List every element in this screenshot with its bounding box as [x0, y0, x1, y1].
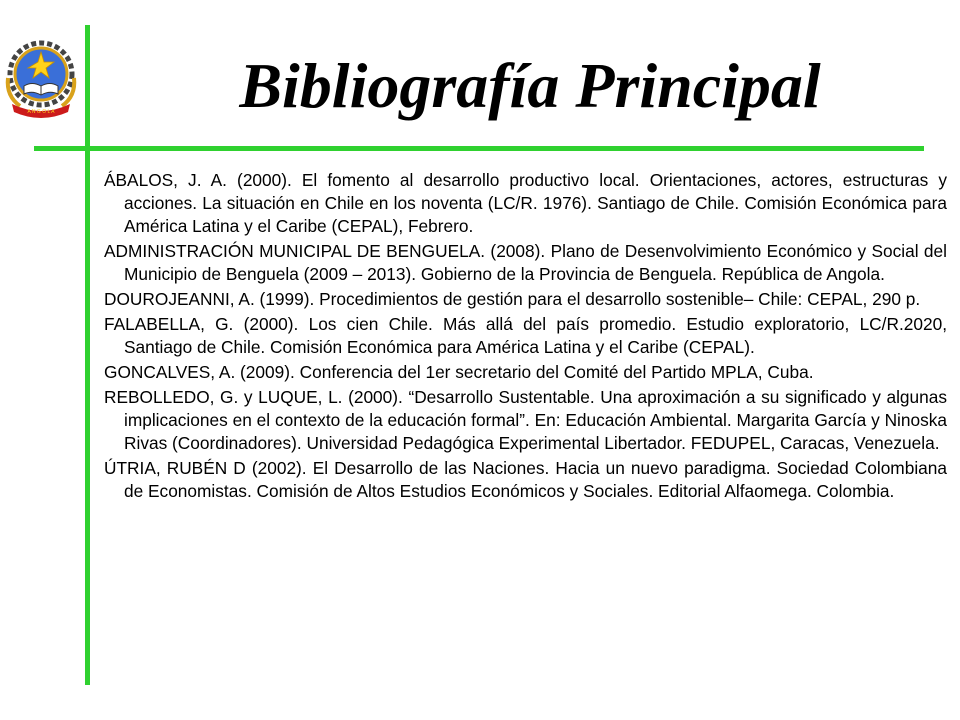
- angola-emblem-icon: [2, 38, 80, 118]
- vertical-accent-line: [85, 25, 90, 685]
- bibliography-entry: REBOLLEDO, G. y LUQUE, L. (2000). “Desarrollo Sustentable. Una aproximación a su significado y algunas implicaciones en el contexto de la educación formal”. En: Educación Ambiental. Margarita García y Ninoska Rivas (Coordinadores). Universidad Pedagógica Experimental Libertador. FEDUPEL, Caracas, Venezuela.: [104, 387, 947, 453]
- bibliography-entry: ÁBALOS, J. A. (2000). El fomento al desarrollo productivo local. Orientaciones, actores, estructuras y acciones. La situación en Chile en los noventa (LC/R. 1976). Santiago de Chile. Comisión Económica para América Latina y el Caribe (CEPAL), Febrero.: [104, 170, 947, 236]
- horizontal-accent-line: [34, 146, 924, 151]
- bibliography-entry: FALABELLA, G. (2000). Los cien Chile. Más allá del país promedio. Estudio exploratorio, LC/R.2020, Santiago de Chile. Comisión Económica para América Latina y el Caribe (CEPAL).: [104, 314, 947, 357]
- slide-title: Bibliografía Principal: [239, 50, 821, 121]
- bibliography-entry: DOUROJEANNI, A. (1999). Procedimientos de gestión para el desarrollo sostenible– Chile: CEPAL, 290 p.: [104, 289, 921, 309]
- bibliography-entry: ÚTRIA, RUBÉN D (2002). El Desarrollo de las Naciones. Hacia un nuevo paradigma. Sociedad Colombiana de Economistas. Comisión de Altos Estudios Económicos y Sociales. Editorial Alfaomega. Colombia.: [104, 458, 947, 501]
- bibliography-entry: GONCALVES, A. (2009). Conferencia del 1er secretario del Comité del Partido MPLA, Cuba.: [104, 362, 814, 382]
- emblem-banner-text: A N G O L A: [27, 109, 55, 115]
- bibliography-entry: ADMINISTRACIÓN MUNICIPAL DE BENGUELA. (2008). Plano de Desenvolvimiento Económico y Social del Municipio de Benguela (2009 – 2013). Gobierno de la Provincia de Benguela. República de Angola.: [104, 241, 947, 284]
- bibliography-list: [104, 169, 947, 505]
